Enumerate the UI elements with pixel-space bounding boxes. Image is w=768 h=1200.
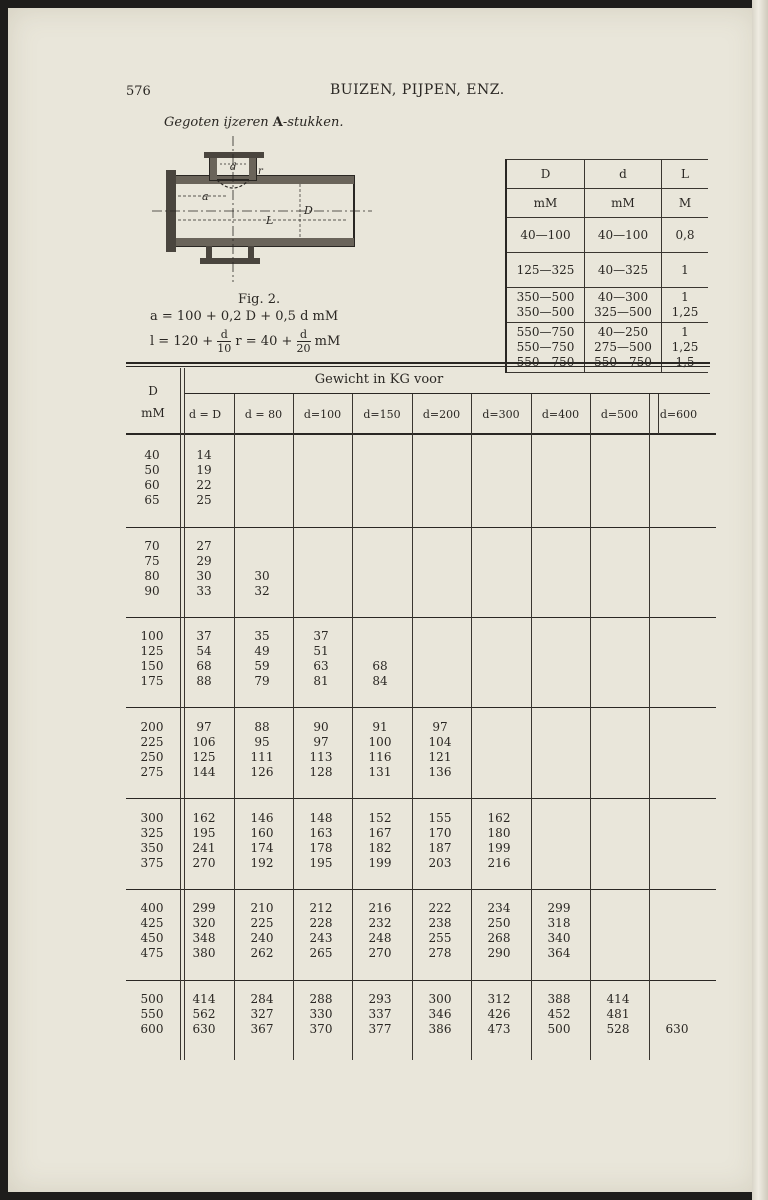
column-header: d = 80 (244, 408, 283, 421)
row-label-D: 500 (140, 992, 164, 1006)
weight-cell: 278 (428, 946, 452, 960)
weight-cell: 290 (487, 946, 511, 960)
row-label-D: 100 (140, 629, 164, 643)
weight-cell: 210 (250, 901, 274, 915)
dim-cell-line: 550—750 (516, 325, 575, 339)
weight-cell: 380 (192, 946, 216, 960)
weight-cell: 162 (192, 811, 216, 825)
weight-cell: 59 (254, 659, 270, 673)
dim-cell (662, 288, 709, 323)
weight-cell: 163 (309, 826, 333, 840)
section-subtitle: Gegoten ijzeren A-stukken. (164, 115, 344, 130)
dim-cell-line: 40—250 (597, 325, 649, 339)
row-label-D: 350 (140, 841, 164, 855)
dim-cell-line: 550—750 (594, 355, 652, 369)
dimension-table (505, 159, 708, 373)
group-separator (126, 617, 716, 618)
weight-cell: 199 (487, 841, 511, 855)
row-label-D: 75 (144, 554, 160, 568)
weight-cell: 293 (368, 992, 392, 1006)
weight-cell: 33 (196, 584, 212, 598)
column-divider (649, 394, 650, 1060)
weight-cell: 136 (428, 765, 452, 779)
row-label-D: 325 (140, 826, 164, 840)
running-title: BUIZEN, PIJPEN, ENZ. (330, 82, 505, 98)
weight-cell: 270 (368, 946, 392, 960)
dim-cell-line: 0,8 (675, 227, 695, 242)
weight-cell: 225 (250, 916, 274, 930)
weight-cell: 116 (368, 750, 392, 764)
weight-cell: 473 (487, 1022, 511, 1036)
table-top-rule-thin (126, 366, 710, 367)
weight-cell: 222 (428, 901, 452, 915)
weight-cell: 152 (368, 811, 392, 825)
dim-cell-line: 275—500 (594, 340, 652, 354)
dim-cell-line: 550—750 (516, 355, 575, 369)
dim-cell (662, 323, 709, 373)
weight-cell: 180 (487, 826, 511, 840)
dim-cell (506, 218, 585, 253)
row-label-D: 65 (144, 493, 160, 507)
row-label-D: 70 (144, 539, 160, 553)
dim-label-L: L (266, 214, 274, 227)
weight-cell: 346 (428, 1007, 452, 1021)
weight-cell: 528 (606, 1022, 630, 1036)
group-separator (126, 798, 716, 799)
row-label-D: 375 (140, 856, 164, 870)
formula-a: a = 100 + 0,2 D + 0,5 d mM (150, 309, 339, 324)
page-number: 576 (126, 84, 151, 99)
weight-cell: 155 (428, 811, 452, 825)
weight-cell: 388 (547, 992, 571, 1006)
weight-cell: 284 (250, 992, 274, 1006)
weight-cell: 146 (250, 811, 274, 825)
weight-cell: 500 (547, 1022, 571, 1036)
weight-cell: 414 (606, 992, 630, 1006)
column-header: d=100 (303, 408, 342, 421)
weight-cell: 22 (196, 478, 212, 492)
weight-cell: 97 (432, 720, 448, 734)
weight-cell: 81 (313, 674, 329, 688)
weight-cell: 49 (254, 644, 270, 658)
row-label-D: 50 (144, 463, 160, 477)
column-header: d=500 (600, 408, 639, 421)
header-subrule (184, 393, 710, 394)
dim-unit-D: mM (506, 189, 585, 218)
weight-cell: 262 (250, 946, 274, 960)
dim-label-r: r (258, 166, 263, 177)
weight-cell: 192 (250, 856, 274, 870)
row-label-D: 40 (144, 448, 160, 462)
dim-cell-line: 1 (681, 262, 689, 277)
weight-cell: 203 (428, 856, 452, 870)
weight-cell: 426 (487, 1007, 511, 1021)
weight-cell: 330 (309, 1007, 333, 1021)
dim-cell-line: 325—500 (594, 305, 652, 319)
weight-cell: 27 (196, 539, 212, 553)
group-separator (126, 980, 716, 981)
column-divider (471, 394, 472, 1060)
dim-cell-line: 40—325 (597, 262, 649, 277)
dim-cell (506, 288, 585, 323)
dim-row-group (506, 323, 708, 373)
dim-label-d: d (230, 162, 237, 173)
weight-cell: 37 (196, 629, 212, 643)
weight-cell: 79 (254, 674, 270, 688)
dim-cell-line: 1 (681, 325, 689, 339)
row-label-D: 300 (140, 811, 164, 825)
weight-cell: 88 (254, 720, 270, 734)
weight-cell: 144 (192, 765, 216, 779)
weight-cell: 19 (196, 463, 212, 477)
column-divider (531, 394, 532, 1060)
weight-cell: 327 (250, 1007, 274, 1021)
weight-cell: 212 (309, 901, 333, 915)
group-header: Gewicht in KG voor (314, 372, 444, 387)
weight-cell: 238 (428, 916, 452, 930)
column-divider (293, 394, 294, 1060)
dim-row-group (506, 253, 708, 288)
weight-cell: 54 (196, 644, 212, 658)
row-label-D: 90 (144, 584, 160, 598)
weight-cell: 216 (368, 901, 392, 915)
weight-cell: 125 (192, 750, 216, 764)
dim-cell (506, 323, 585, 373)
weight-cell: 131 (368, 765, 392, 779)
weight-cell: 232 (368, 916, 392, 930)
weight-cell: 337 (368, 1007, 392, 1021)
weight-cell: 414 (192, 992, 216, 1006)
row-label-D: 150 (140, 659, 164, 673)
weight-cell: 187 (428, 841, 452, 855)
formula-l-r: l = 120 + $\frac{d}{10}$ r = 40 + $\frac{d}{20}$ mM (150, 328, 341, 355)
dim-cell-line: 40—100 (520, 227, 571, 242)
weight-cell: 30 (254, 569, 270, 583)
dim-row-group (506, 288, 708, 323)
weight-cell: 300 (428, 992, 452, 1006)
weight-cell: 481 (606, 1007, 630, 1021)
dim-header-d: d (585, 160, 662, 189)
weight-cell: 170 (428, 826, 452, 840)
weight-cell: 370 (309, 1022, 333, 1036)
dim-cell-line: 350—500 (516, 290, 575, 304)
row-label-D: 550 (140, 1007, 164, 1021)
column-header: d=400 (541, 408, 580, 421)
weight-cell: 106 (192, 735, 216, 749)
weight-cell: 30 (196, 569, 212, 583)
weight-cell: 37 (313, 629, 329, 643)
column-divider (590, 394, 591, 1060)
row-label-D: 200 (140, 720, 164, 734)
dim-cell-line: 40—300 (597, 290, 649, 304)
weight-cell: 367 (250, 1022, 274, 1036)
weight-cell: 299 (547, 901, 571, 915)
header-bottom-rule (126, 433, 716, 435)
dim-cell (585, 253, 662, 288)
weight-cell: 562 (192, 1007, 216, 1021)
weight-cell: 68 (372, 659, 388, 673)
weight-cell: 104 (428, 735, 452, 749)
weight-cell: 386 (428, 1022, 452, 1036)
row-label-D: 80 (144, 569, 160, 583)
weight-cell: 111 (250, 750, 274, 764)
weight-cell: 340 (547, 931, 571, 945)
row-label-D: 600 (140, 1022, 164, 1036)
column-header: d=300 (482, 408, 520, 421)
weight-cell: 90 (313, 720, 329, 734)
weight-cell: 91 (372, 720, 388, 734)
column-divider (234, 394, 235, 1060)
weight-cell: 318 (547, 916, 571, 930)
weight-cell: 84 (372, 674, 388, 688)
table-top-rule (126, 362, 710, 364)
row-label-D: 225 (140, 735, 164, 749)
column-divider (412, 394, 413, 1060)
t-piece-drawing (148, 134, 378, 284)
column-divider (352, 394, 353, 1060)
weight-cell: 182 (368, 841, 392, 855)
weight-cell: 248 (368, 931, 392, 945)
weight-cell: 268 (487, 931, 511, 945)
dim-cell-line: 1,25 (671, 340, 699, 354)
dim-cell (662, 253, 709, 288)
weight-cell: 250 (487, 916, 511, 930)
weight-cell: 95 (254, 735, 270, 749)
weight-cell: 377 (368, 1022, 392, 1036)
weight-cell: 240 (250, 931, 274, 945)
weight-cell: 174 (250, 841, 274, 855)
dim-cell (585, 218, 662, 253)
weight-cell: 88 (196, 674, 212, 688)
fraction-d-20: $\frac{d}{20}$ (296, 328, 311, 355)
column-header: d=200 (422, 408, 461, 421)
weight-cell: 270 (192, 856, 216, 870)
weight-cell: 265 (309, 946, 333, 960)
fraction-d-10: $\frac{d}{10}$ (217, 328, 232, 355)
dim-cell (662, 218, 709, 253)
weight-cell: 126 (250, 765, 274, 779)
dim-cell (506, 253, 585, 288)
column-header: d=600 (659, 408, 698, 421)
column-header: d = D (188, 408, 222, 421)
weight-cell: 452 (547, 1007, 571, 1021)
weight-cell: 348 (192, 931, 216, 945)
weight-cell: 178 (309, 841, 333, 855)
weight-cell: 162 (487, 811, 511, 825)
weight-cell: 68 (196, 659, 212, 673)
weight-cell: 288 (309, 992, 333, 1006)
weight-cell: 299 (192, 901, 216, 915)
weight-cell: 100 (368, 735, 392, 749)
dim-unit-L: M (662, 189, 709, 218)
dim-unit-d: mM (585, 189, 662, 218)
row-header-D: D (148, 384, 158, 398)
row-label-D: 275 (140, 765, 164, 779)
row-label-D: 60 (144, 478, 160, 492)
weight-cell: 97 (196, 720, 212, 734)
weight-cell: 241 (192, 841, 216, 855)
dim-cell-line: 125—325 (516, 262, 575, 277)
dim-cell-line: 1,25 (671, 305, 699, 319)
weight-cell: 29 (196, 554, 212, 568)
dim-header-L: L (662, 160, 709, 189)
weight-cell: 199 (368, 856, 392, 870)
weight-cell: 51 (313, 644, 329, 658)
weight-cell: 195 (192, 826, 216, 840)
weight-cell: 167 (368, 826, 392, 840)
weight-cell: 312 (487, 992, 511, 1006)
page-edge (752, 0, 768, 1200)
dim-cell-line: 550—750 (516, 340, 575, 354)
group-separator (126, 889, 716, 890)
weight-cell: 234 (487, 901, 511, 915)
weight-cell: 25 (196, 493, 212, 507)
dim-cell-line: 40—100 (597, 227, 649, 242)
weight-cell: 255 (428, 931, 452, 945)
row-label-D: 450 (140, 931, 164, 945)
weight-cell: 121 (428, 750, 452, 764)
weight-cell: 160 (250, 826, 274, 840)
dim-label-a: a (202, 190, 209, 203)
weight-cell: 364 (547, 946, 571, 960)
weight-cell: 32 (254, 584, 270, 598)
weight-cell: 14 (196, 448, 212, 462)
weight-cell: 128 (309, 765, 333, 779)
group-separator (126, 707, 716, 708)
weight-cell: 216 (487, 856, 511, 870)
group-separator (126, 527, 716, 528)
weight-cell: 630 (192, 1022, 216, 1036)
weight-cell: 97 (313, 735, 329, 749)
dim-header-D: D (506, 160, 585, 189)
dim-label-D: D (304, 204, 313, 217)
weight-cell: 113 (309, 750, 333, 764)
row-header-unit: mM (141, 406, 165, 420)
dim-cell (585, 323, 662, 373)
dim-cell (585, 288, 662, 323)
book-page (8, 8, 758, 1192)
weight-cell: 320 (192, 916, 216, 930)
weight-cell: 148 (309, 811, 333, 825)
row-label-D: 250 (140, 750, 164, 764)
weight-cell: 630 (665, 1022, 689, 1036)
weight-cell: 228 (309, 916, 333, 930)
weight-cell: 35 (254, 629, 270, 643)
row-label-D: 425 (140, 916, 164, 930)
row-label-D: 175 (140, 674, 164, 688)
dim-cell-line: 1 (681, 290, 689, 304)
row-label-D: 125 (140, 644, 164, 658)
weight-cell: 243 (309, 931, 333, 945)
column-header: d=150 (363, 408, 401, 421)
weight-cell: 63 (313, 659, 329, 673)
dim-cell-line: 1,5 (675, 355, 695, 369)
weight-cell: 195 (309, 856, 333, 870)
row-label-D: 400 (140, 901, 164, 915)
dim-row-group (506, 218, 708, 253)
figure-caption: Fig. 2. (238, 292, 281, 307)
dim-cell-line: 350—500 (516, 305, 575, 319)
row-label-D: 475 (140, 946, 164, 960)
